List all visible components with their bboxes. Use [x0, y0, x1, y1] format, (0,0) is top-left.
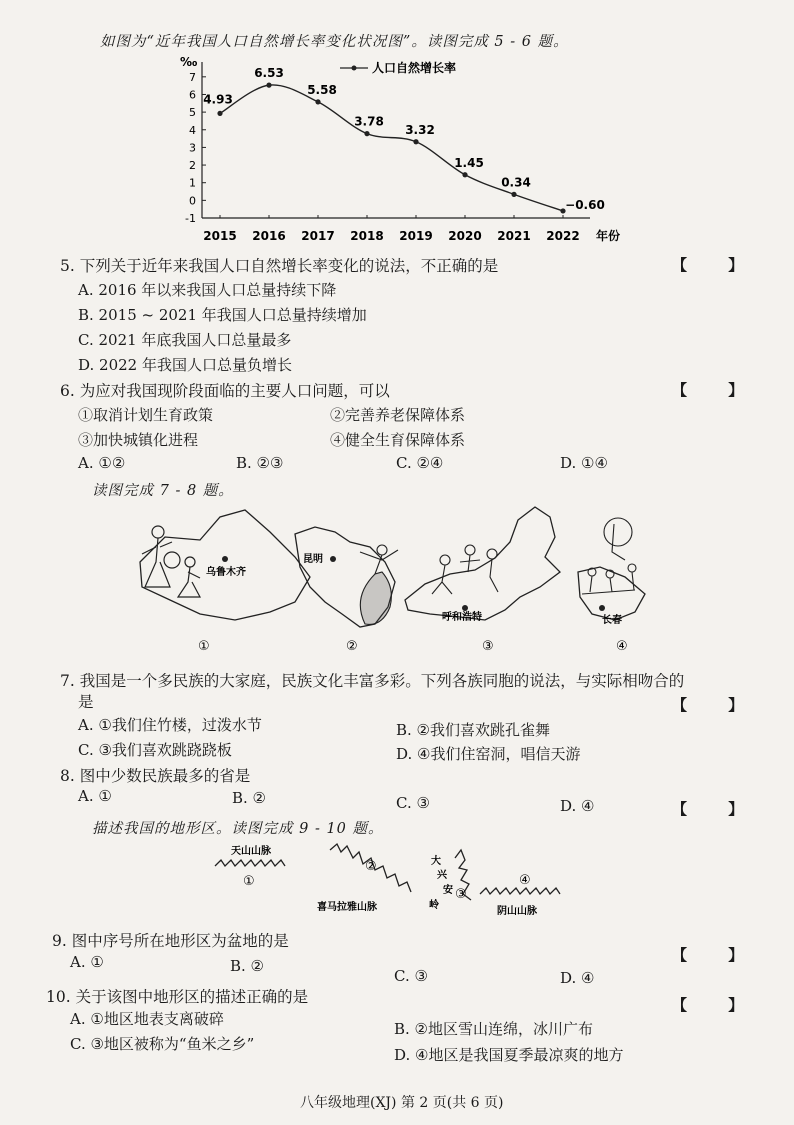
yinshan-ridge — [480, 888, 560, 894]
q9-stem: 9. 图中序号所在地形区为盆地的是 — [52, 932, 289, 950]
q8-option-a[interactable]: A. ① — [78, 787, 112, 805]
y-tick-label: 0 — [189, 194, 196, 208]
q6-item-3: ③加快城镇化进程 — [78, 431, 199, 449]
q10-option-d[interactable]: D. ④地区是我国夏季最凉爽的地方 — [394, 1046, 624, 1064]
tianshan-label: 天山山脉 — [231, 846, 271, 857]
hohhot-dot — [462, 605, 468, 611]
q6-option-b[interactable]: B. ②③ — [236, 454, 284, 472]
q5-option-d[interactable]: D. 2022 年我国人口总量负增长 — [78, 356, 292, 374]
q10-stem: 10. 关于该图中地形区的描述正确的是 — [46, 988, 309, 1006]
q7-option-a[interactable]: A. ①我们住竹楼，过泼水节 — [78, 716, 262, 734]
data-label: 3.32 — [405, 122, 435, 137]
x-tick-label: 2015 — [203, 229, 237, 243]
q7-option-d[interactable]: D. ④我们住窑洞，唱信天游 — [396, 745, 581, 763]
q8-option-d[interactable]: D. ④ — [560, 797, 595, 815]
province-number-1: ① — [198, 639, 210, 654]
data-label: 0.34 — [501, 175, 531, 190]
daxinganling-label-2: 兴 — [437, 870, 447, 881]
inner-mongolia-outline — [405, 507, 560, 620]
y-tick-label: -1 — [185, 212, 196, 225]
q9-option-c[interactable]: C. ③ — [394, 967, 428, 985]
terrain-figure — [205, 838, 585, 918]
q9-option-b[interactable]: B. ② — [230, 957, 265, 975]
data-point — [462, 172, 467, 177]
terrain-number-4: ④ — [519, 873, 531, 888]
y-tick-label: 7 — [189, 70, 196, 84]
q6-stem: 6. 为应对我国现阶段面临的主要人口问题，可以 — [60, 382, 390, 400]
x-tick-label: 2021 — [497, 229, 531, 243]
y-tick-label: 2 — [189, 159, 196, 173]
data-point — [266, 83, 271, 88]
daxinganling-label-3: 安 — [443, 885, 453, 896]
province-maps-figure — [120, 502, 680, 658]
y-tick-label: 6 — [189, 88, 196, 102]
legend-label: 人口自然增长率 — [372, 61, 457, 75]
kunming-dot — [330, 556, 336, 562]
terrain-number-2: ② — [365, 859, 377, 874]
q6-option-d[interactable]: D. ①④ — [560, 454, 608, 472]
q5-option-b[interactable]: B. 2015 ~ 2021 年我国人口总量持续增加 — [78, 306, 367, 324]
daxinganling-label-1: 大 — [431, 856, 441, 867]
yinshan-label: 阴山山脉 — [497, 906, 537, 917]
q7-stem-cont: 是 — [78, 693, 94, 711]
y-tick-label: 4 — [189, 123, 196, 137]
data-point — [364, 131, 369, 136]
q10-answer-bracket[interactable]: 【 】 — [672, 996, 762, 1014]
x-tick-label: 2017 — [301, 229, 335, 243]
urumqi-dot — [222, 556, 228, 562]
province-number-2: ② — [346, 639, 358, 654]
q8-stem: 8. 图中少数民族最多的省是 — [60, 767, 251, 785]
q10-option-c[interactable]: C. ③地区被称为“鱼米之乡” — [70, 1035, 255, 1053]
q6-option-c[interactable]: C. ②④ — [396, 454, 444, 472]
changchun-label: 长春 — [602, 615, 622, 626]
q8-answer-bracket[interactable]: 【 】 — [672, 800, 762, 818]
intro-7-8: 读图完成 7 - 8 题。 — [92, 483, 234, 499]
data-label: −0.60 — [565, 197, 605, 212]
q6-answer-bracket[interactable]: 【 】 — [672, 381, 762, 399]
intro-5-6: 如图为“近年我国人口自然增长率变化状况图”。读图完成 5 - 6 题。 — [100, 34, 569, 50]
kunming-label: 昆明 — [303, 554, 323, 565]
y-tick-label: 1 — [189, 176, 196, 190]
korean-figures — [582, 518, 636, 594]
q8-option-c[interactable]: C. ③ — [396, 794, 430, 812]
data-label: 5.58 — [307, 82, 337, 97]
q6-item-1: ①取消计划生育政策 — [78, 406, 214, 424]
mongolian-figures — [432, 545, 498, 594]
q9-answer-bracket[interactable]: 【 】 — [672, 946, 762, 964]
q7-answer-bracket[interactable]: 【 】 — [672, 696, 762, 714]
series-line — [220, 82, 563, 211]
x-tick-label: 2019 — [399, 229, 433, 243]
q5-stem: 5. 下列关于近年来我国人口自然增长率变化的说法，不正确的是 — [60, 257, 499, 275]
daxinganling-label-4: 岭 — [429, 900, 439, 911]
province-number-4: ④ — [616, 639, 628, 654]
intro-9-10: 描述我国的地形区。读图完成 9 - 10 题。 — [92, 821, 384, 837]
q7-option-c[interactable]: C. ③我们喜欢跳跷跷板 — [78, 741, 232, 759]
q7-stem: 7. 我国是一个多民族的大家庭，民族文化丰富多彩。下列各族同胞的说法，与实际相吻合的 — [60, 672, 685, 690]
y-tick-label: 3 — [189, 141, 196, 155]
q10-option-a[interactable]: A. ①地区地表支离破碎 — [70, 1010, 224, 1028]
q5-answer-bracket[interactable]: 【 】 — [672, 256, 762, 274]
data-label: 4.93 — [203, 92, 233, 107]
y-axis-unit: ‰ — [180, 55, 198, 69]
province-number-3: ③ — [482, 639, 494, 654]
x-axis-unit: 年份 — [595, 229, 621, 243]
x-tick-label: 2020 — [448, 229, 482, 243]
terrain-number-3: ③ — [455, 887, 467, 902]
q6-option-a[interactable]: A. ①② — [78, 454, 126, 472]
q6-item-2: ②完善养老保障体系 — [330, 406, 466, 424]
data-label: 1.45 — [454, 155, 484, 170]
uygur-dancers-figure — [142, 526, 200, 597]
q8-option-b[interactable]: B. ② — [232, 789, 267, 807]
data-label: 3.78 — [354, 114, 384, 129]
population-growth-chart — [170, 52, 630, 252]
x-tick-label: 2022 — [546, 229, 580, 243]
himalaya-label: 喜马拉雅山脉 — [317, 902, 377, 913]
q7-option-b[interactable]: B. ②我们喜欢跳孔雀舞 — [396, 721, 551, 739]
x-tick-label: 2016 — [252, 229, 286, 243]
q10-option-b[interactable]: B. ②地区雪山连绵，冰川广布 — [394, 1020, 594, 1038]
q5-option-a[interactable]: A. 2016 年以来我国人口总量持续下降 — [78, 281, 337, 299]
terrain-number-1: ① — [243, 874, 255, 889]
q5-option-c[interactable]: C. 2021 年底我国人口总量最多 — [78, 331, 292, 349]
tianshan-ridge — [215, 860, 285, 866]
data-point — [217, 111, 222, 116]
legend-marker — [352, 66, 357, 71]
q9-option-d[interactable]: D. ④ — [560, 969, 595, 987]
urumqi-label: 乌鲁木齐 — [206, 567, 246, 578]
y-tick-label: 5 — [189, 106, 196, 120]
changchun-dot — [599, 605, 605, 611]
q6-item-4: ④健全生育保障体系 — [330, 431, 466, 449]
data-point — [413, 139, 418, 144]
data-point — [315, 99, 320, 104]
data-point — [511, 192, 516, 197]
q9-option-a[interactable]: A. ① — [70, 953, 104, 971]
x-tick-label: 2018 — [350, 229, 384, 243]
hohhot-label: 呼和浩特 — [442, 612, 482, 623]
page-footer: 八年级地理(XJ) 第 2 页(共 6 页) — [300, 1095, 504, 1111]
data-label: 6.53 — [254, 66, 284, 81]
